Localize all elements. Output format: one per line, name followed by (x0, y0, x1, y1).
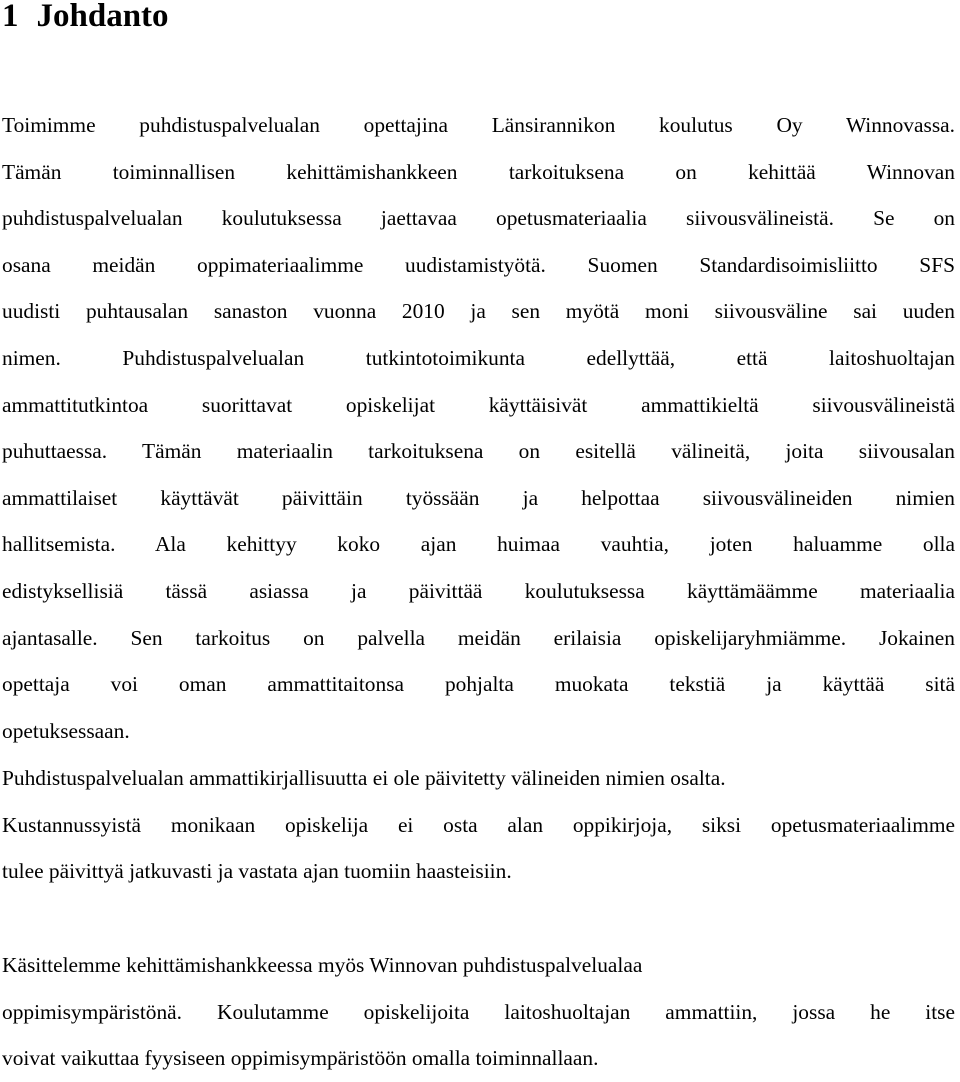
text-line: opettaja voi oman ammattitaitonsa pohjalta muokata tekstiä ja käyttää sitä (2, 672, 955, 697)
text-line: Kustannussyistä monikaan opiskelija ei osta alan oppikirjoja, siksi opetusmateriaalimme (2, 812, 955, 837)
text-line: nimen. Puhdistuspalvelualan tutkintotoimikunta edellyttää, että laitoshuoltajan (2, 345, 955, 370)
text-line: Toimimme puhdistuspalvelualan opettajina Länsirannikon koulutus Oy Winnovassa. (2, 113, 955, 137)
text-line: voivat vaikuttaa fyysiseen oppimisympäristöön omalla toiminnallaan. (2, 1046, 599, 1071)
text-line: ammattilaiset käyttävät päivittäin työssään ja helpottaa siivousvälineiden nimien (2, 485, 955, 510)
text-line: opetuksessaan. (2, 718, 130, 743)
text-line: puhdistuspalvelualan koulutuksessa jaettavaa opetusmateriaalia siivousvälineistä. Se on (2, 206, 955, 231)
paragraph-intro (2, 102, 955, 754)
text-line: hallitsemista. Ala kehittyy koko ajan huimaa vauhtia, joten haluamme olla (2, 532, 955, 557)
text-line: edistyksellisiä tässä asiassa ja päivittää koulutuksessa käyttämäämme materiaalia (2, 578, 955, 603)
section-number: 1 (2, 0, 19, 34)
text-line: oppimisympäristönä. Koulutamme opiskelijoita laitoshuoltajan ammattiin, jossa he itse (2, 999, 955, 1024)
section-title: Johdanto (36, 0, 169, 34)
text-line: osana meidän oppimateriaalimme uudistamistyötä. Suomen Standardisoimisliitto SFS (2, 252, 955, 277)
text-line: Käsittelemme kehittämishankkeessa myös Winnovan puhdistuspalvelualaa (2, 953, 643, 977)
paragraph-literature (2, 755, 955, 895)
text-line: Puhdistuspalvelualan ammattikirjallisuutta ei ole päivitetty välineiden nimien osalta. (2, 766, 726, 790)
section-heading (2, 0, 169, 38)
text-line: Tämän toiminnallisen kehittämishankkeen tarkoituksena on kehittää Winnovan (2, 159, 955, 184)
text-line: uudisti puhtausalan sanaston vuonna 2010 ja sen myötä moni siivousväline sai uuden (2, 299, 955, 324)
paragraph-environment (2, 942, 955, 1082)
text-line: puhuttaessa. Tämän materiaalin tarkoituksena on esitellä välineitä, joita siivousalan (2, 439, 955, 464)
text-line: ajantasalle. Sen tarkoitus on palvella meidän erilaisia opiskelijaryhmiämme. Jokainen (2, 625, 955, 650)
text-line: ammattitutkintoa suorittavat opiskelijat käyttäisivät ammattikieltä siivousvälineistä (2, 392, 955, 417)
text-line: tulee päivittyä jatkuvasti ja vastata ajan tuomiin haasteisiin. (2, 859, 512, 884)
